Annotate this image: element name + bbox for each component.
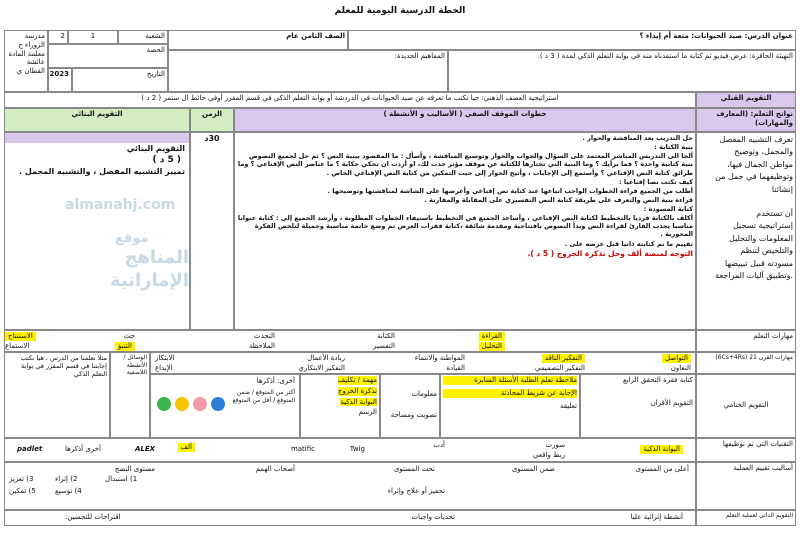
steps-column [234, 132, 696, 330]
school-line: مدرسة [24, 32, 45, 40]
formative-minutes: ( 5 د ) [152, 155, 181, 165]
formative-text: تمييز التشبيه المفصل ، والتشبيه المجمل . [19, 167, 185, 176]
diff-header: أعلى من المستوى [635, 465, 689, 473]
footer-row [4, 510, 696, 526]
footer-item: اقتراحات للتحسين: [65, 513, 121, 521]
century-tag: التعاون [670, 364, 691, 372]
diff-level: 2) إثراء [55, 475, 78, 483]
outcome-line: تعرف التشبيه المفصل [719, 135, 793, 144]
outcome-line: مواطن الجمال فيها، [727, 159, 793, 169]
tools-label: الوسائل / الأنشطة اللاصفية [110, 352, 150, 438]
century-row [150, 352, 696, 374]
step-item: التوجه لمنصة ألف وحل تذكرة الخروج ( 5 د ). [527, 248, 693, 258]
tech-tag: ربط واقعي [532, 451, 565, 459]
century-tag: التفكير التصميمي [534, 364, 585, 372]
skill-tag: الكتابة [377, 332, 395, 340]
outcome-line: مسودته قبيل تبييضها [725, 258, 793, 268]
tech-row [4, 438, 696, 462]
formative-header: التقويم البنائي [4, 108, 190, 132]
hook-text: التهيئة الحافزة: عرض فيديو ثم كتابة ما استفدناه منه في بوابة التعلم الذكي لمدة ( 3 د ). [537, 52, 793, 60]
step-item: كتابة المسودة : [643, 205, 693, 213]
final-item: معلومات [411, 390, 437, 398]
school-info [4, 30, 48, 92]
period-label [48, 44, 168, 68]
footer-item: تحديات واجبات [411, 513, 455, 521]
skill-tag: الاستنتاج [5, 332, 36, 341]
skill-tag: الملاحظة [248, 342, 275, 350]
outcome-line: المعلومات والتحليل [729, 233, 793, 243]
formative-column [4, 132, 190, 330]
final-tags-col [300, 374, 380, 438]
tech-tag: البوابة الذكية [640, 445, 683, 454]
century-tag: القيادة [446, 364, 465, 372]
final-item: كتابة فقرة التحقق الرابع [622, 376, 693, 384]
school-line: معلمة المادة [8, 49, 45, 58]
step-item: قراءة بنية النص والتعرف على طريقة كتابة النص التفسيري على المقابلة والمقارنة . [424, 195, 693, 204]
diff-label: أساليب تقييم العملية [696, 462, 796, 510]
step-item: أطلب من الجميع قراءة الخطوات الواجب اتباعها عند كتابة نص إقناعي وأعرضها على الشاشة لمناقشتها وتوضيحها . [327, 186, 693, 195]
smiley-yellow-icon[interactable] [175, 397, 189, 411]
footer-item: أنشطة إثرائية عليا [630, 513, 683, 521]
final-items-a [380, 374, 440, 438]
diff-header: ضمن المستوى [511, 465, 555, 473]
tech-tag: matific [290, 445, 315, 453]
self-eval-label: التقويم الذاتي لعملية التعلم [696, 510, 796, 526]
watermark-line: المناهج الإماراتية [109, 247, 189, 291]
skill-tag: القراءة [479, 332, 505, 341]
tech-tag: Twig [349, 445, 365, 453]
skill-tag: الاستماع [5, 342, 30, 350]
skill-tag: التنبؤ [115, 342, 135, 351]
smiley-pink-icon[interactable] [193, 397, 207, 411]
final-label: التقويم الختامي [696, 374, 796, 438]
century-tag: الإبداع [155, 364, 173, 372]
school-line: عائشة [26, 58, 45, 67]
outcomes-column [696, 132, 796, 330]
century-tag: ريادة الأعمال [307, 354, 345, 362]
century-label: مهارات القرن 21 (6Cs+4Rs) [696, 352, 796, 374]
other-label: أخرى: أذكرها [256, 377, 295, 385]
century-tag: الابتكار [155, 354, 175, 362]
skill-tag: حث [123, 332, 135, 340]
final-item: التقويم الأقران [650, 398, 693, 407]
century-tag: التواصل [662, 354, 691, 363]
skill-tag: التحدث [254, 332, 275, 340]
skill-tag: التفسير [373, 342, 395, 350]
step-item: تقييم ما تم كتابته ذاتيا قبل عرضه على . [564, 239, 693, 248]
grade-label: الصف الثامن عام [168, 30, 348, 50]
prior-text: استراتيجية العصف الذهني: حيا نكتب ما تعرفه عن صيد الحيوانات في الدردشة أو بوابة التعلم الذكي في قسم المقرر أوفي حائط ال ستمر ( 2 د ) [4, 92, 696, 108]
step-item: أكلف بالكتابة فرديا بالتخطيط لكتابة النص الإقناعي ، وأساعد الجميع في التخطيط باستيفاء الخطوات المطلوبة ، وأرشد الجميع إلى : كتابة عنوانا مناسبا يجذب القارئ لقراءة النص وبدأ النصوص بافتتاحية ومقدمة شائقة ،كتابة فقرات العرض ثم وضع خاتمة مناسبة وجميلة لتلخص الفكرة المحورية . [237, 214, 693, 239]
school-line: القطان ي [16, 67, 45, 75]
final-item: تعليقة [559, 401, 577, 410]
division-label: الشعبة [118, 30, 168, 44]
self-eval-note: أكثر من المتوقع / ضمن المتوقع / أقل من المتوقع [232, 389, 295, 404]
outcomes-header: نواتج التعلم: (المعارف والمهارات) [696, 108, 796, 132]
final-tag: الرسم [358, 408, 377, 417]
outcome-line: إنشائنا [771, 184, 793, 194]
tech-tag: سورت [545, 441, 565, 449]
tech-tag: أدب [433, 441, 445, 449]
steps-header: خطوات الموقف الصفي ( الأساليب و الأنشطة ) [234, 108, 696, 132]
final-items-c [580, 374, 696, 438]
formative-label: التقويم البنائي [126, 144, 185, 153]
homework-cell: مثلا نعلمنا من الدرس ، هيا نكتب إجابتنا في قسم المقرر في بوابة التعلم الذكي [4, 352, 110, 438]
diff-header: أصحاب الهمم [255, 465, 295, 473]
smiley-blue-icon[interactable] [211, 397, 225, 411]
outcome-line: .وتطبيق آليات المراجعة [715, 270, 793, 280]
prior-label: التقويم القبلي [696, 92, 796, 108]
skills-row [4, 330, 696, 352]
century-tag: التفكير الابتكاري [298, 364, 345, 372]
skill-tag: التحليل [479, 342, 505, 351]
tech-tag: ALEX [134, 445, 155, 453]
outcome-line: والتلخيص لتنظم [740, 246, 793, 256]
step-item: بنية الكتابة : [654, 143, 693, 152]
page-title: الخطة الدرسية اليومية للمعلم [334, 6, 466, 16]
time-header: الزمن [190, 108, 234, 132]
spacer [699, 196, 793, 208]
step-item: حل التدريب بعد المناقشة والحوار . [582, 134, 693, 142]
step-item: ألجا الى التدريس المباشر المعتمد على السؤال والجواب والحوار وتوسيع المناقشة ، وأسأل : ما المقصود ببنية النص ؟ ثم حل لجميع النصوص بنية كتابية واحدة ؟ فما برأيك ؟ وما البنية التي تختارها للكتابة عن موقف مؤثر حدث لك، او أردت ان تحكي حكاية ؟ ما عناصر النص الإقناعي ؟ وما طرائق كتابة النص الإقناعي ؟ وأستمع إلى الإجابات ، وأتيح الحوار إلى حيث التمكين من كتابة النص الإقناعي الخاص . [237, 152, 693, 177]
diff-footer: تحفيز أو علاج وإثراء [387, 487, 445, 495]
step-item: كيف تكتب نصا إقناعيا : [619, 177, 693, 186]
outcome-line: والمجمل، وتوضيح [734, 147, 793, 157]
tech-tag: padlet [17, 445, 43, 453]
new-concepts: المفاهيم الجديدة: [168, 50, 448, 92]
period-text: الحصة [146, 46, 165, 54]
final-tag: تذكرة الخروج [337, 386, 377, 395]
skills-label: مهارات التعلم [696, 330, 796, 352]
final-item: الإجابة عن شريط المحادثة [443, 389, 577, 398]
final-tag: البوابة الذكية [340, 397, 377, 406]
outcome-line: وتوظيفهما في جمل من [715, 172, 793, 182]
diff-row [4, 462, 696, 510]
final-item: ملاحظة تعلم الطلبة الأسئلة السابرة [443, 376, 577, 385]
outcome-line: أن تستخدم [756, 208, 793, 218]
self-eval-cell [150, 374, 300, 438]
lesson-title: عنوان الدرس: صيد الحيوانات: متعة أم إيذاء ؟ [348, 30, 796, 50]
final-tag: مهمة / تكليف [337, 376, 377, 384]
formative-bar [5, 133, 189, 143]
diff-header: مستوى النضج [114, 465, 155, 473]
century-tag: التفكير الناقد [542, 354, 585, 363]
year: 2023 [48, 68, 72, 92]
school-line: الزوراء ح [18, 40, 45, 49]
watermark-url: almanahj.com [65, 197, 176, 213]
diff-level: 4) توسيع [55, 487, 82, 495]
diff-header: تحت المستوى [393, 465, 435, 473]
diff-level: 5) تمكين [9, 487, 36, 495]
date-label [72, 68, 168, 92]
hook-activity [448, 50, 796, 92]
smiley-green-icon[interactable] [157, 397, 171, 411]
final-items-b [440, 374, 580, 438]
diff-level: 3) تعزيز [9, 475, 34, 483]
tech-label: التقنيات التي تم توظيفها [696, 438, 796, 462]
outcome-line: إستراتيجية تسجيل [732, 221, 793, 231]
tech-tag: أخرى أذكرها [65, 445, 101, 453]
diff-level: 1) استبدال [105, 475, 138, 483]
time-value: 30د [190, 132, 234, 330]
watermark-line: موقع [115, 231, 149, 246]
century-tag: المواطنة والانتماء [414, 354, 465, 362]
date-text: التاريخ [146, 70, 165, 78]
final-item: تصويت ومساحة [390, 410, 437, 419]
tech-tag: ألف [178, 443, 195, 452]
division-value: 2 [48, 30, 68, 44]
division-value: 1 [68, 30, 118, 44]
